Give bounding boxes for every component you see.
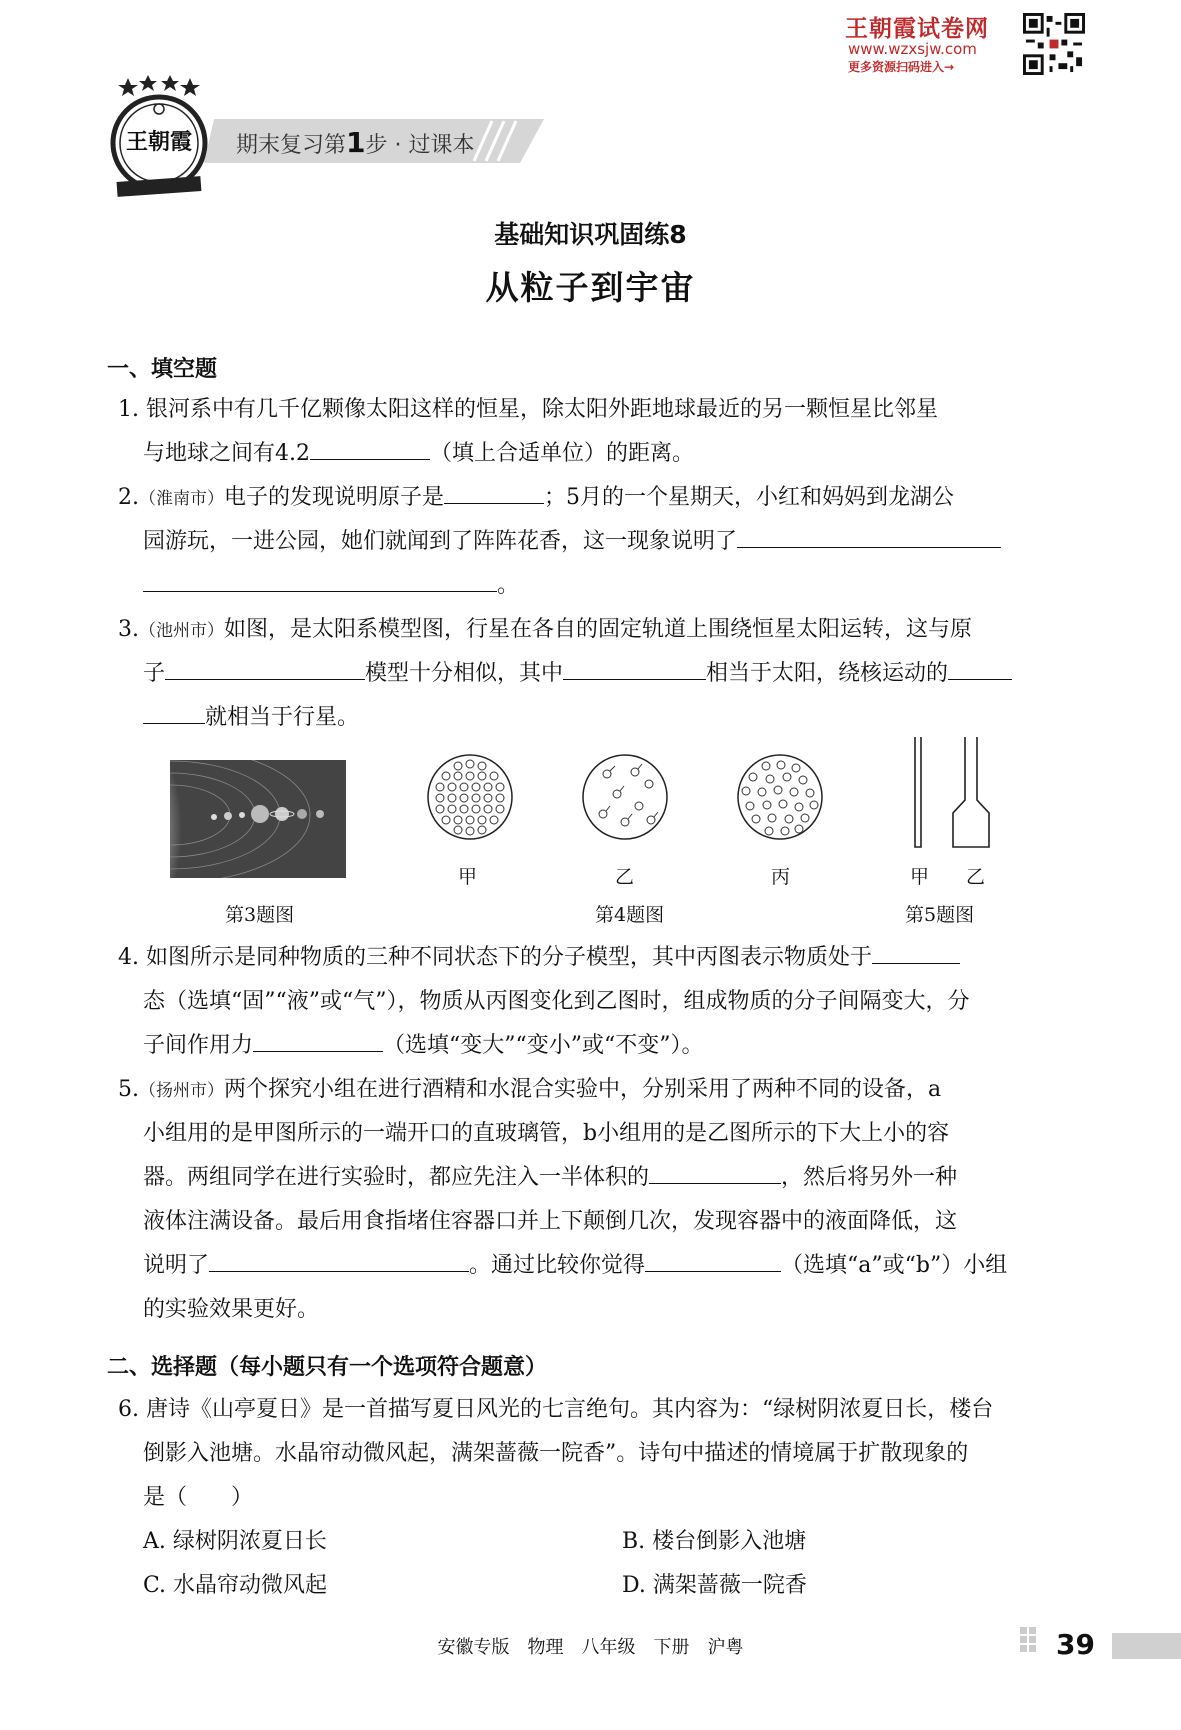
q3-line3: 就相当于行星。	[143, 700, 359, 731]
fig3-caption: 第3题图	[225, 904, 295, 926]
gas-state-model	[583, 755, 667, 839]
q6-option-c: C. 水晶帘动微风起	[143, 1573, 328, 1598]
q2-line3: 。	[143, 568, 519, 599]
question-source: （池州市）	[139, 621, 224, 641]
q5-line2: 小组用的是甲图所示的一端开口的直玻璃管，b小组用的是乙图所示的下大上小的容	[143, 1121, 950, 1146]
q5-line5: 说明了 。通过比较你觉得 （选填“a”或“b”）小组	[143, 1253, 1008, 1278]
answer-blank	[310, 439, 430, 460]
section-fill-blank-heading: 一、填空题	[107, 357, 218, 382]
q6-option-b: B. 楼台倒影入池塘	[622, 1529, 807, 1554]
q1-line1: 1. 银河系中有几千亿颗像太阳这样的恒星，除太阳外距地球最近的另一颗恒星比邻星	[118, 397, 938, 422]
q2-line1: 2.（淮南市）电子的发现说明原子是 ；5月的一个星期天，小红和妈妈到龙湖公	[118, 485, 955, 510]
answer-blank	[165, 659, 365, 680]
answer-blank	[143, 703, 205, 724]
fig4-label-yi: 乙	[615, 866, 635, 888]
answer-blank	[143, 571, 497, 592]
tube-and-container-diagram	[905, 735, 995, 850]
answer-blank	[948, 659, 1012, 680]
q3-line1: 3.（池州市）如图，是太阳系模型图，行星在各自的固定轨道上围绕恒星太阳运转，这与原	[118, 617, 973, 642]
brand-name: 王朝霞试卷网	[845, 16, 989, 42]
section-multiple-choice-heading: 二、选择题（每小题只有一个选项符合题意）	[107, 1355, 548, 1380]
logo-text: 王朝霞	[125, 130, 193, 155]
q4-line2: 态（选填“固”“液”或“气”），物质从丙图变化到乙图时，组成物质的分子间隔变大，分	[143, 989, 970, 1014]
brand-more-resources: 更多资源扫码进入→	[848, 60, 955, 74]
answer-blank	[209, 1251, 469, 1272]
fig5-caption: 第5题图	[905, 904, 975, 926]
answer-blank	[563, 659, 706, 680]
fig4-caption: 第4题图	[595, 904, 665, 926]
q5-line4: 液体注满设备。最后用食指堵住容器口并上下颠倒几次，发现容器中的液面降低，这	[143, 1209, 958, 1234]
solid-state-model	[428, 755, 512, 839]
fig5-label-yi: 乙	[966, 866, 986, 888]
step-title: 期末复习第1步 · 过课本	[236, 126, 475, 159]
question-source: （淮南市）	[139, 489, 224, 509]
page-number: 39	[1056, 1628, 1095, 1661]
q5-line1: 5.（扬州市）两个探究小组在进行酒精和水混合实验中，分别采用了两种不同的设备，a	[118, 1077, 942, 1102]
solar-system-model-image	[170, 760, 346, 878]
question-source: （扬州市）	[139, 1081, 224, 1101]
answer-blank	[649, 1163, 781, 1184]
q4-line3: 子间作用力 （选填“变大”“变小”或“不变”）。	[143, 1033, 704, 1058]
wangzhaoxia-logo	[105, 75, 213, 205]
q6-option-d: D. 满架蔷薇一院香	[622, 1573, 807, 1598]
q6-line1: 6. 唐诗《山亭夏日》是一首描写夏日风光的七言绝句。其内容为：“绿树阴浓夏日长，楼台	[118, 1397, 994, 1422]
q6-option-a: A. 绿树阴浓夏日长	[143, 1529, 327, 1554]
fig4-label-jia: 甲	[458, 866, 478, 888]
liquid-state-model	[738, 755, 822, 839]
answer-blank	[253, 1031, 383, 1052]
page-title: 从粒子到宇宙	[485, 268, 696, 307]
step-number: 1	[346, 126, 366, 159]
answer-blank	[872, 943, 960, 964]
answer-blank	[444, 483, 544, 504]
answer-blank	[737, 527, 1001, 548]
q5-line6: 的实验效果更好。	[143, 1297, 320, 1322]
fig5-label-jia: 甲	[910, 866, 930, 888]
page-number-tab	[1020, 1627, 1181, 1667]
q6-line3: 是（ ）	[143, 1485, 254, 1510]
qr-code-icon	[1023, 13, 1085, 75]
q4-line1: 4. 如图所示是同种物质的三种不同状态下的分子模型，其中丙图表示物质处于	[118, 940, 960, 971]
brand-url: www.wzxsjw.com	[848, 40, 977, 58]
q1-line2: 与地球之间有4.2 （填上合适单位）的距离。	[143, 441, 695, 466]
q5-line3: 器。两组同学在进行实验时，都应先注入一半体积的 ，然后将另外一种	[143, 1165, 958, 1190]
answer-blank	[645, 1251, 781, 1272]
q2-line2: 园游玩，一进公园，她们就闻到了阵阵花香，这一现象说明了	[143, 524, 1001, 555]
q6-line2: 倒影入池塘。水晶帘动微风起，满架蔷薇一院香”。诗句中描述的情境属于扩散现象的	[143, 1441, 969, 1466]
molecule-state-models	[425, 752, 835, 844]
footer-edition: 安徽专版 物理 八年级 下册 沪粤	[437, 1637, 744, 1658]
fig4-label-bing: 丙	[771, 866, 791, 888]
exercise-subtitle: 基础知识巩固练8	[494, 220, 687, 249]
q3-line2: 子 模型十分相似，其中 相当于太阳，绕核运动的	[143, 656, 1012, 687]
